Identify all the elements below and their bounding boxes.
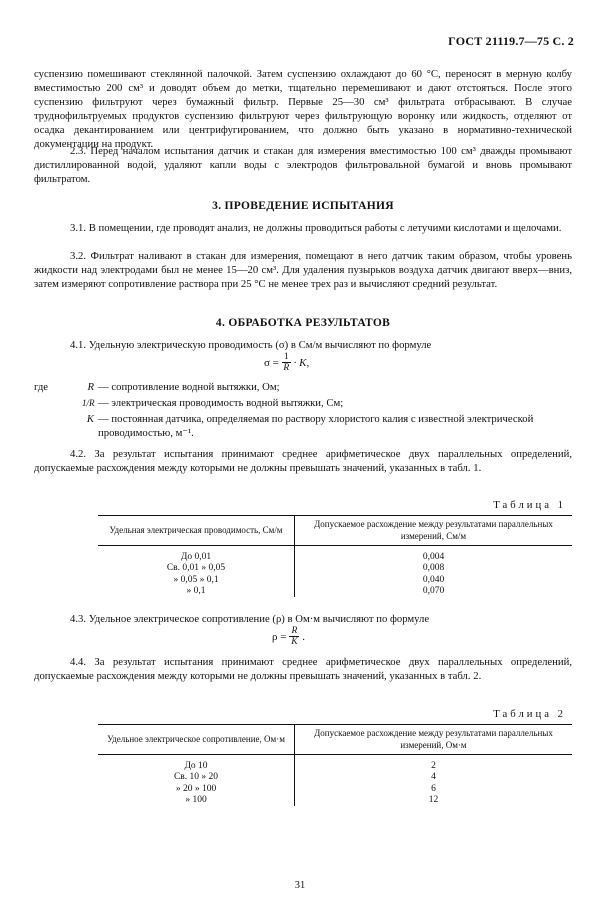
formula-denominator: R: [283, 363, 290, 373]
definitions-list: [34, 381, 572, 440]
definition-symbol: K: [86, 413, 94, 425]
table-cell: » 0,05 » 0,1: [98, 575, 295, 586]
table-cell: До 10: [98, 755, 295, 773]
table-cell: » 20 » 100: [98, 784, 295, 795]
definition-row: [34, 413, 572, 440]
formula-rhs: · K,: [293, 356, 310, 369]
table-cell: 0,004: [422, 552, 445, 562]
table-cell: » 100: [98, 795, 295, 806]
table-1: [98, 515, 572, 597]
table-2-caption: Таблица 2: [493, 708, 566, 720]
definition-row: [34, 381, 572, 395]
table-row: [98, 784, 572, 795]
definition-symbol: R: [87, 381, 94, 393]
definition-lead: [34, 397, 82, 411]
table-cell: 0,040: [422, 574, 445, 585]
table-cell: 12: [428, 794, 439, 805]
table-row: [98, 563, 572, 574]
definition-row: [34, 397, 572, 411]
definition-text: — электрическая проводимость водной вытяжки, См;: [98, 396, 344, 409]
definition-lead: где: [34, 381, 49, 393]
table-row: [98, 586, 572, 597]
table-cell: 6: [431, 783, 436, 794]
document-header: ГОСТ 21119.7—75 С. 2: [448, 34, 574, 48]
table-row: [98, 772, 572, 783]
paragraph-4-4: 4.4. За результат испытания принимают среднее арифметическое двух параллельных определений, допускаемые расхождения между которыми не должны превышать значений, указанных в табл. 2.: [34, 656, 572, 682]
table-row: [98, 546, 572, 564]
table-header-row: [98, 725, 572, 755]
table-row: [98, 755, 572, 773]
formula-lhs: σ =: [264, 356, 279, 369]
table-cell: 2: [431, 761, 436, 771]
table-header-cell: Допускаемое расхождение между результатами параллельных измерений, См/м: [295, 516, 573, 546]
formula-denominator: K: [291, 637, 298, 647]
table-row: [98, 795, 572, 806]
paragraph-4-2: 4.2. За результат испытания принимают среднее арифметическое двух параллельных определений, допускаемые расхождения между которыми не должны превышать значений, указанных в табл. 1.: [34, 448, 572, 474]
table-cell: 4: [431, 772, 436, 783]
section-heading-4: 4. ОБРАБОТКА РЕЗУЛЬТАТОВ: [215, 317, 391, 329]
table-cell: 0,070: [422, 585, 445, 596]
paragraph-4-3: 4.3. Удельное электрическое сопротивление (ρ) в Ом·м вычисляют по формуле: [70, 613, 430, 625]
table-cell: До 0,01: [98, 546, 295, 564]
definition-text: — сопротивление водной вытяжки, Ом;: [98, 381, 280, 393]
table-2: [98, 724, 572, 806]
table-header-cell: Удельное электрическое сопротивление, Ом·м: [98, 725, 295, 755]
paragraph-continuation: суспензию помешивают стеклянной палочкой. Затем суспензию охлаждают до 60 °С, переносят в мерную колбу вместимостью 200 см³ и доводят объем до метки, тщательно перемешивают и дают отстояться. После этого суспензию фильтруют через бумажный фильтр. Первые 25—30 см³ фильтрата отбрасывают. В случае труднофильтруемых продуктов суспензию фильтруют через фильтрующую воронку или жидкость, отделяют от осадка декантированием или центрифугированием, что должно быть указано в нормативно-технической документации на продукт.: [34, 68, 572, 150]
table-header-row: [98, 516, 572, 546]
table-row: [98, 575, 572, 586]
formula-lhs: ρ =: [272, 630, 287, 643]
formula-rhs: .: [302, 630, 306, 643]
formula-numerator: R: [291, 626, 298, 636]
paragraph-4-1: 4.1. Удельную электрическую проводимость (σ) в См/м вычисляют по формуле: [70, 339, 432, 351]
page-number: 31: [294, 880, 306, 891]
table-header-cell: Допускаемое расхождение между результатами параллельных измерений, Ом·м: [295, 725, 573, 755]
formula-conductivity: [264, 352, 309, 373]
definition-lead: [34, 413, 82, 440]
formula-fraction: [289, 626, 299, 647]
table-1-caption: Таблица 1: [493, 499, 566, 511]
formula-resistivity: [272, 626, 305, 647]
table-cell: 0,008: [422, 563, 445, 574]
paragraph-3-2: 3.2. Фильтрат наливают в стакан для измерения, помещают в него датчик таким образом, чтобы уровень жидкости над электродами был не менее 15—20 см³. Для удаления пузырьков воздуха датчик двигают вверх—вниз, затем измеряют сопротивление раствора при 25 °С не менее трех раз и вычисляют средний результат.: [34, 250, 572, 290]
section-heading-3: 3. ПРОВЕДЕНИЕ ИСПЫТАНИЯ: [212, 200, 394, 212]
paragraph-3-1: 3.1. В помещении, где проводят анализ, не должны проводиться работы с летучими кислотами и щелочами.: [70, 222, 562, 234]
table-cell: Св. 10 » 20: [98, 772, 295, 783]
formula-numerator: 1: [283, 352, 289, 362]
definition-symbol: 1/R: [82, 397, 95, 408]
table-header-cell: Удельная электрическая проводимость, См/м: [98, 516, 295, 546]
table-cell: Св. 0,01 » 0,05: [98, 563, 295, 574]
paragraph-2-3: 2.3. Перед началом испытания датчик и стакан для измерения вместимостью 100 см³ дважды промывают дистиллированной водой, удаляют капли воды с электродов фильтровальной бумагой и вновь промывают фильтратом.: [34, 145, 572, 185]
table-cell: » 0,1: [98, 586, 295, 597]
formula-fraction: [282, 352, 291, 373]
definition-text: — постоянная датчика, определяемая по раствору хлористого калия с известной электрической проводимостью, м⁻¹.: [98, 413, 534, 439]
